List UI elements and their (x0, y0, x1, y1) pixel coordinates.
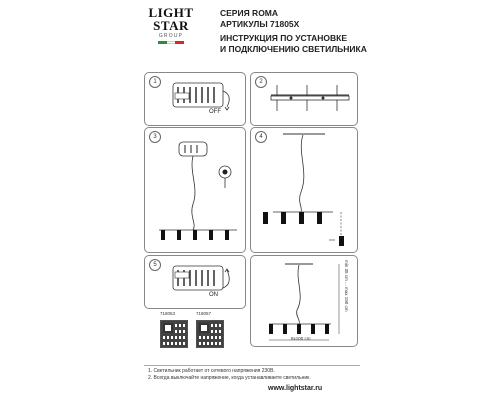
step-number-4: 4 (255, 131, 267, 143)
mounting-bracket-illustration (265, 79, 355, 121)
on-label: ON (209, 292, 218, 298)
qr-code-718057 (196, 320, 224, 348)
website-link: www.lightstar.ru (268, 385, 323, 392)
off-label: OFF (209, 109, 221, 115)
logo-text-group: GROUP (158, 33, 184, 39)
step-4-panel (250, 127, 358, 253)
width-dimension: 8x100 cm (291, 336, 311, 341)
step-3-panel (144, 127, 246, 253)
article-range: АРТИКУЛЫ 71805X (220, 19, 300, 29)
step-number-3: 3 (149, 131, 161, 143)
step-number-1: 1 (149, 76, 161, 88)
italian-flag-icon (158, 41, 184, 44)
breaker-off-illustration (165, 77, 241, 121)
title-line-2: И ПОДКЛЮЧЕНИЮ СВЕТИЛЬНИКА (220, 44, 367, 54)
instruction-title (220, 33, 367, 55)
step-number-5: 5 (149, 259, 161, 271)
lightstar-logo (148, 4, 194, 50)
note-2: 2. Всегда выключайте напряжение, когда устанавливаете светильник. (148, 375, 311, 381)
qr-code-718053 (160, 320, 188, 348)
step-2-panel (250, 72, 358, 126)
series-header (220, 8, 299, 30)
breaker-on-illustration (165, 260, 241, 304)
step-6-panel (250, 255, 358, 347)
notes-divider (144, 365, 360, 366)
step-1-panel (144, 72, 246, 126)
article-718057: 718057 (196, 311, 212, 316)
lamp-install-illustration (255, 132, 353, 248)
logo-text-star: STAR (153, 18, 189, 33)
article-718053: 718053 (160, 311, 176, 316)
height-dimension: min 35 cm ... max 190 cm (344, 260, 349, 312)
dimension-drawing (255, 260, 343, 344)
logo-text-light: LIGHT (148, 5, 194, 20)
title-line-1: ИНСТРУКЦИЯ ПО УСТАНОВКЕ (220, 33, 348, 43)
note-1: 1. Светильник работает от сетевого напряжения 230В. (148, 368, 275, 374)
step-5-panel (144, 255, 246, 309)
series-name: СЕРИЯ ROMA (220, 8, 279, 18)
wiring-connection-illustration (149, 132, 241, 248)
step-number-2: 2 (255, 76, 267, 88)
